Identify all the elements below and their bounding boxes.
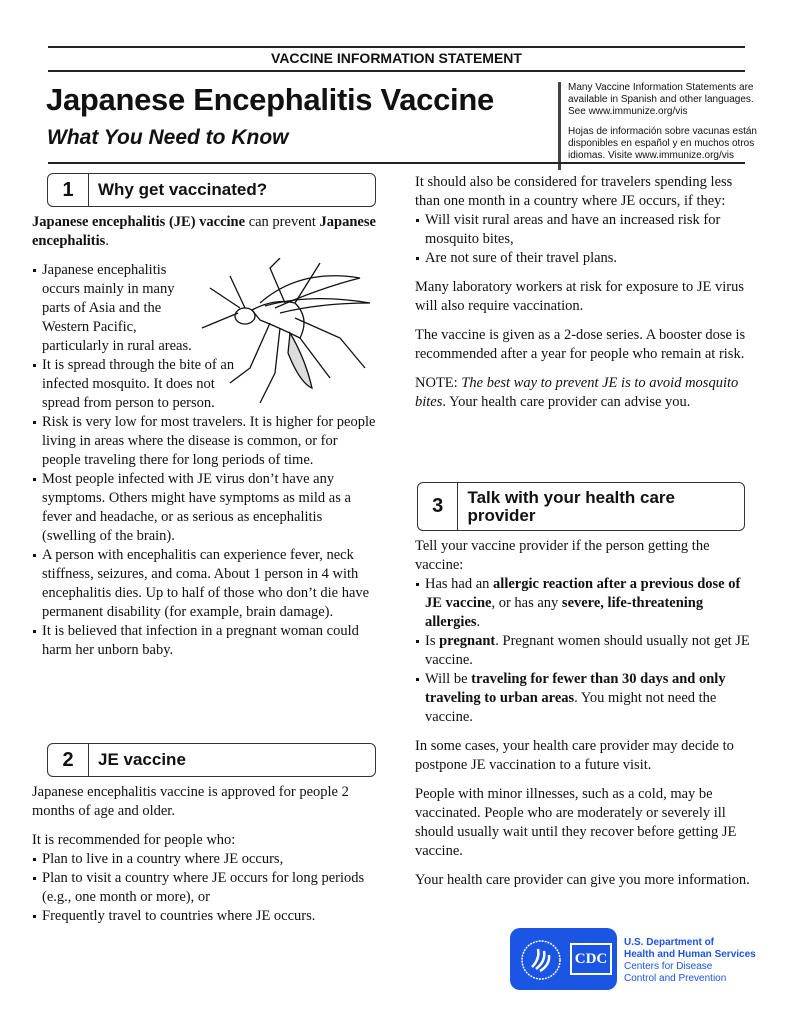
paragraph: The vaccine is given as a 2-dose series. A booster dose is recommended after a year for people who remain at risk. xyxy=(415,327,746,362)
bullet-item xyxy=(32,470,377,546)
cdc-logo-text: CDC xyxy=(570,943,612,975)
text-segment: Is xyxy=(425,633,440,649)
banner: VACCINE INFORMATION STATEMENT xyxy=(271,50,522,66)
text-segment: Japanese encephalitis occurs mainly in many parts of Asia and the Western Pacific, particularly in rural areas. xyxy=(42,262,192,354)
text-segment: It is believed that infection in a pregnant woman could harm her unborn baby. xyxy=(42,623,359,658)
paragraph: Your health care provider can give you more information. xyxy=(415,872,750,888)
cdc-line-2: Control and Prevention xyxy=(624,973,727,984)
section-number: 2 xyxy=(48,744,89,776)
intro-paragraph xyxy=(32,213,377,251)
page-title: Japanese Encephalitis Vaccine xyxy=(46,82,494,117)
top-rule xyxy=(48,46,745,48)
note-paragraph xyxy=(415,374,750,412)
bullet-item xyxy=(32,869,377,907)
note-spanish: Hojas de información sobre vacunas están disponibles en español y en muchos otros idiomas. Visite www.immunize.org/vis xyxy=(568,126,757,161)
text-segment: Has had an xyxy=(425,576,494,592)
right-column xyxy=(415,173,750,422)
bullet-item xyxy=(415,670,750,727)
text-segment: Japanese encephalitis xyxy=(32,214,376,249)
text-segment: traveling for fewer than 30 days and only traveling to urban areas xyxy=(425,671,726,706)
text-segment: can prevent xyxy=(245,214,320,230)
paragraph: In some cases, your health care provider may decide to postpone JE vaccination to a future visit. xyxy=(415,738,734,773)
paragraph: Many laboratory workers at risk for exposure to JE virus will also require vaccination. xyxy=(415,279,744,314)
section-title: JE vaccine xyxy=(98,750,186,769)
hhs-text xyxy=(624,937,756,985)
text-segment: severe, life-threatening allergies xyxy=(425,595,704,630)
text-segment: . xyxy=(476,614,481,630)
bullet-item xyxy=(32,850,377,869)
bullet-item xyxy=(415,249,750,268)
text-segment: The best way to prevent JE is to avoid mosquito bites xyxy=(415,375,739,410)
note-english: Many Vaccine Information Statements are available in Spanish and other languages. See www.immunize.org/vis xyxy=(568,82,754,117)
section-3-header xyxy=(417,482,745,531)
text-segment: A person with encephalitis can experience fever, neck stiffness, seizures, and coma. About 1 person in 4 with encephalitis dies. Up to half of those who don’t die have permanent disability (for example, brain damage). xyxy=(42,547,370,620)
bullet-item xyxy=(32,261,192,356)
section-title: Why get vaccinated? xyxy=(98,180,268,199)
section-title: Talk with your health care provider xyxy=(467,487,675,525)
paragraph: People with minor illnesses, such as a cold, may be vaccinated. People who are moderately or severely ill should usually wait until they recover before getting JE vaccine. xyxy=(415,786,737,859)
hhs-eagle-icon xyxy=(518,937,564,983)
bullet-item xyxy=(415,211,750,249)
text-segment: NOTE: xyxy=(415,375,462,391)
paragraph: It should also be considered for travelers spending less than one month in a country where JE occurs, if they: xyxy=(415,174,733,209)
bullet-item xyxy=(32,907,377,926)
bullet-item xyxy=(32,413,377,470)
text-segment: Plan to visit a country where JE occurs for long periods (e.g., one month or more), or xyxy=(42,870,365,905)
text-segment: Plan to live in a country where JE occurs, xyxy=(42,851,284,867)
s2-paragraph: It is recommended for people who: xyxy=(32,832,236,848)
text-segment: Risk is very low for most travelers. It is higher for people living in areas where the disease is common, or for people traveling there for long periods of time. xyxy=(42,414,376,468)
text-segment: . xyxy=(105,233,109,249)
bullet-item xyxy=(415,632,750,670)
text-segment: Will be xyxy=(425,671,472,687)
text-segment: It is spread through the bite of an infected mosquito. It does not spread from person to person. xyxy=(42,357,235,411)
banner-rule xyxy=(48,70,745,72)
traveler-bullets xyxy=(415,211,750,268)
bullet-item xyxy=(32,622,377,660)
text-segment: . Your health care provider can advise you. xyxy=(442,394,691,410)
page-subtitle: What You Need to Know xyxy=(47,126,289,149)
section-number: 3 xyxy=(418,483,458,530)
text-segment: Are not sure of their travel plans. xyxy=(425,250,618,266)
right-column-lower xyxy=(415,537,750,900)
cdc-line-1: Centers for Disease xyxy=(624,961,713,972)
bullet-item xyxy=(32,546,377,622)
s2-paragraph: Japanese encephalitis vaccine is approved for people 2 months of age and older. xyxy=(32,784,349,819)
section-number: 1 xyxy=(48,174,89,206)
section-3-bullets xyxy=(415,575,750,727)
bullet-item xyxy=(415,575,750,632)
text-segment: Frequently travel to countries where JE occurs. xyxy=(42,908,316,924)
section-2-bullets xyxy=(32,850,377,926)
paragraph: Tell your vaccine provider if the person getting the vaccine: xyxy=(415,538,710,573)
section-1-header xyxy=(47,173,376,207)
hhs-line-1: U.S. Department of xyxy=(624,937,715,948)
text-segment: Most people infected with JE virus don’t have any symptoms. Others might have symptoms as mild as a fever and headache, or as serious as encephalitis (swelling of the brain). xyxy=(42,471,351,544)
left-column-lower xyxy=(32,783,377,936)
section-2-header xyxy=(47,743,376,777)
hhs-cdc-logo xyxy=(510,928,617,990)
text-segment: . Pregnant women should usually not get JE vaccine. xyxy=(425,633,750,668)
text-segment: Will visit rural areas and have an increased risk for mosquito bites, xyxy=(425,212,721,247)
mosquito-illustration xyxy=(200,258,375,408)
header-rule xyxy=(48,162,745,164)
text-segment: , or has any xyxy=(491,595,562,611)
language-note xyxy=(558,82,758,170)
text-segment: Japanese encephalitis (JE) vaccine xyxy=(32,214,246,230)
text-segment: pregnant xyxy=(439,633,496,649)
hhs-line-2: Health and Human Services xyxy=(624,949,756,960)
text-segment: . You might not need the vaccine. xyxy=(425,690,717,725)
text-segment: allergic reaction after a previous dose of JE vaccine xyxy=(425,576,741,611)
